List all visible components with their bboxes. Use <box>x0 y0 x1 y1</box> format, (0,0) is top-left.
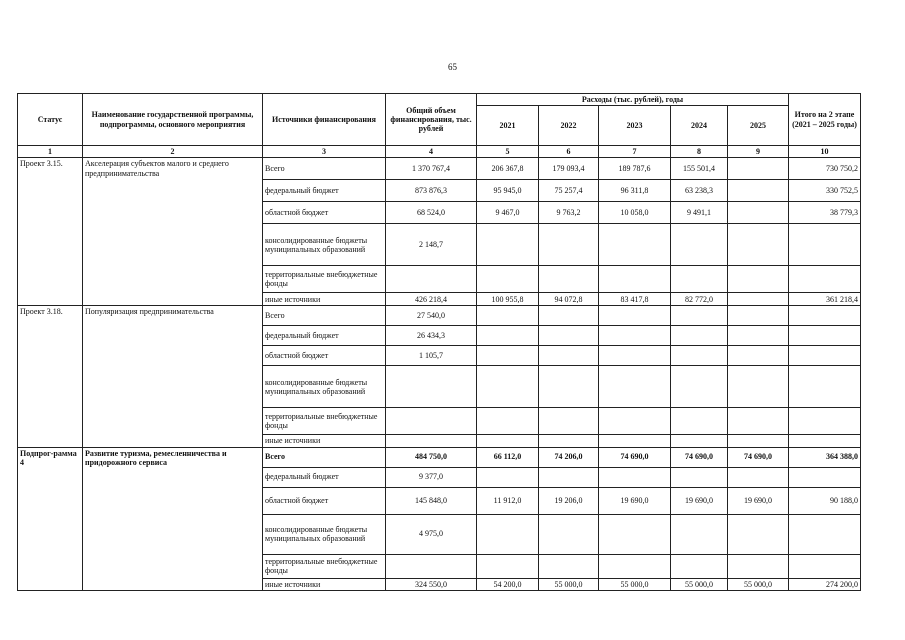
funding-source-cell: иные источники <box>263 435 386 447</box>
year-value-cell: 189 787,6 <box>599 158 671 180</box>
year-value-cell <box>539 554 599 578</box>
year-value-cell <box>728 346 789 366</box>
year-value-cell: 74 690,0 <box>728 447 789 467</box>
program-name-cell: Акселерация субъектов малого и среднего предпринимательства <box>83 158 263 306</box>
year-value-cell: 95 945,0 <box>477 180 539 202</box>
funding-source-cell: территориальные внебюджетные фонды <box>263 266 386 293</box>
year-value-cell <box>539 266 599 293</box>
year-value-cell <box>539 467 599 487</box>
year-value-cell <box>599 366 671 408</box>
funding-source-cell: федеральный бюджет <box>263 326 386 346</box>
year-value-cell <box>599 224 671 266</box>
funding-source-cell: Всего <box>263 306 386 326</box>
year-value-cell <box>728 306 789 326</box>
year-value-cell <box>477 346 539 366</box>
year-value-cell: 19 206,0 <box>539 487 599 514</box>
total-volume-cell: 26 434,3 <box>386 326 477 346</box>
year-value-cell: 75 257,4 <box>539 180 599 202</box>
funding-source-cell: консолидированные бюджеты муниципальных образований <box>263 366 386 408</box>
table-body <box>18 158 861 590</box>
stage-total-cell: 38 779,3 <box>789 202 861 224</box>
year-value-cell: 55 000,0 <box>599 578 671 590</box>
year-value-cell <box>671 467 728 487</box>
header-expenses: Расходы (тыс. рублей), годы <box>477 94 789 106</box>
year-value-cell <box>671 266 728 293</box>
year-value-cell <box>671 514 728 554</box>
stage-total-cell: 274 200,0 <box>789 578 861 590</box>
column-number: 7 <box>599 146 671 158</box>
status-cell: Проект 3.18. <box>18 306 83 447</box>
header-source: Источники финансирования <box>263 94 386 146</box>
year-value-cell <box>599 306 671 326</box>
year-value-cell <box>477 435 539 447</box>
column-number: 5 <box>477 146 539 158</box>
year-value-cell: 19 690,0 <box>671 487 728 514</box>
total-volume-cell <box>386 408 477 435</box>
header-year: 2022 <box>539 106 599 146</box>
status-cell: Подпрог-рамма 4 <box>18 447 83 590</box>
funding-source-cell: иные источники <box>263 578 386 590</box>
total-volume-cell <box>386 266 477 293</box>
year-value-cell <box>728 293 789 306</box>
stage-total-cell <box>789 326 861 346</box>
table-row <box>18 447 861 467</box>
funding-source-cell: Всего <box>263 447 386 467</box>
year-value-cell <box>728 408 789 435</box>
total-volume-cell: 1 370 767,4 <box>386 158 477 180</box>
funding-source-cell: Всего <box>263 158 386 180</box>
funding-source-cell: иные источники <box>263 293 386 306</box>
stage-total-cell: 90 188,0 <box>789 487 861 514</box>
year-value-cell <box>477 467 539 487</box>
year-value-cell <box>539 326 599 346</box>
year-value-cell: 55 000,0 <box>728 578 789 590</box>
year-value-cell <box>599 408 671 435</box>
year-value-cell <box>728 224 789 266</box>
year-value-cell <box>477 408 539 435</box>
year-value-cell <box>477 554 539 578</box>
year-value-cell <box>477 326 539 346</box>
year-value-cell <box>539 224 599 266</box>
year-value-cell: 55 000,0 <box>539 578 599 590</box>
year-value-cell <box>728 180 789 202</box>
year-value-cell <box>477 366 539 408</box>
year-value-cell: 9 467,0 <box>477 202 539 224</box>
header-status: Статус <box>18 94 83 146</box>
year-value-cell <box>728 202 789 224</box>
year-value-cell: 66 112,0 <box>477 447 539 467</box>
column-number: 6 <box>539 146 599 158</box>
stage-total-cell <box>789 467 861 487</box>
year-value-cell <box>477 224 539 266</box>
year-value-cell <box>599 326 671 346</box>
year-value-cell: 155 501,4 <box>671 158 728 180</box>
total-volume-cell: 324 550,0 <box>386 578 477 590</box>
total-volume-cell: 4 975,0 <box>386 514 477 554</box>
year-value-cell: 74 206,0 <box>539 447 599 467</box>
year-value-cell: 82 772,0 <box>671 293 728 306</box>
year-value-cell <box>728 514 789 554</box>
total-volume-cell: 2 148,7 <box>386 224 477 266</box>
total-volume-cell <box>386 554 477 578</box>
funding-source-cell: областной бюджет <box>263 487 386 514</box>
stage-total-cell: 330 752,5 <box>789 180 861 202</box>
header-year: 2025 <box>728 106 789 146</box>
column-number: 3 <box>263 146 386 158</box>
funding-source-cell: территориальные внебюджетные фонды <box>263 554 386 578</box>
status-cell: Проект 3.15. <box>18 158 83 306</box>
year-value-cell: 74 690,0 <box>671 447 728 467</box>
year-value-cell <box>671 408 728 435</box>
stage-total-cell <box>789 435 861 447</box>
header-year: 2021 <box>477 106 539 146</box>
header-stage-total: Итого на 2 этапе (2021 – 2025 годы) <box>789 94 861 146</box>
year-value-cell <box>671 554 728 578</box>
column-number: 9 <box>728 146 789 158</box>
year-value-cell <box>599 554 671 578</box>
stage-total-cell: 364 388,0 <box>789 447 861 467</box>
funding-source-cell: консолидированные бюджеты муниципальных образований <box>263 224 386 266</box>
financing-table <box>17 93 861 591</box>
year-value-cell <box>539 346 599 366</box>
program-name-cell: Популяризация предпринимательства <box>83 306 263 447</box>
year-value-cell <box>539 408 599 435</box>
year-value-cell <box>671 366 728 408</box>
year-value-cell: 11 912,0 <box>477 487 539 514</box>
year-value-cell <box>599 514 671 554</box>
funding-source-cell: областной бюджет <box>263 202 386 224</box>
year-value-cell: 19 690,0 <box>599 487 671 514</box>
column-number: 8 <box>671 146 728 158</box>
total-volume-cell <box>386 435 477 447</box>
funding-source-cell: консолидированные бюджеты муниципальных образований <box>263 514 386 554</box>
year-value-cell: 55 000,0 <box>671 578 728 590</box>
total-volume-cell: 426 218,4 <box>386 293 477 306</box>
stage-total-cell <box>789 408 861 435</box>
total-volume-cell <box>386 366 477 408</box>
column-number: 4 <box>386 146 477 158</box>
year-value-cell: 10 058,0 <box>599 202 671 224</box>
column-number: 2 <box>83 146 263 158</box>
column-number: 1 <box>18 146 83 158</box>
table-row <box>18 306 861 326</box>
year-value-cell <box>599 435 671 447</box>
stage-total-cell <box>789 514 861 554</box>
year-value-cell <box>728 158 789 180</box>
year-value-cell <box>728 435 789 447</box>
total-volume-cell: 145 848,0 <box>386 487 477 514</box>
year-value-cell <box>599 346 671 366</box>
year-value-cell: 9 763,2 <box>539 202 599 224</box>
stage-total-cell <box>789 346 861 366</box>
total-volume-cell: 68 524,0 <box>386 202 477 224</box>
header-year: 2024 <box>671 106 728 146</box>
year-value-cell: 19 690,0 <box>728 487 789 514</box>
year-value-cell <box>728 326 789 346</box>
year-value-cell: 9 491,1 <box>671 202 728 224</box>
stage-total-cell <box>789 224 861 266</box>
year-value-cell <box>728 554 789 578</box>
header-name: Наименование государственной программы, подпрограммы, основного мероприятия <box>83 94 263 146</box>
total-volume-cell: 9 377,0 <box>386 467 477 487</box>
funding-source-cell: областной бюджет <box>263 346 386 366</box>
column-number-row <box>18 146 861 158</box>
year-value-cell <box>477 306 539 326</box>
year-value-cell <box>599 467 671 487</box>
stage-total-cell <box>789 266 861 293</box>
year-value-cell: 100 955,8 <box>477 293 539 306</box>
header-total-volume: Общий объем финансирования, тыс. рублей <box>386 94 477 146</box>
year-value-cell: 94 072,8 <box>539 293 599 306</box>
program-name-cell: Развитие туризма, ремесленничества и придорожного сервиса <box>83 447 263 590</box>
year-value-cell <box>539 306 599 326</box>
total-volume-cell: 27 540,0 <box>386 306 477 326</box>
year-value-cell <box>728 467 789 487</box>
stage-total-cell <box>789 306 861 326</box>
year-value-cell: 206 367,8 <box>477 158 539 180</box>
year-value-cell <box>671 346 728 366</box>
header-year: 2023 <box>599 106 671 146</box>
year-value-cell <box>728 366 789 408</box>
year-value-cell <box>539 366 599 408</box>
total-volume-cell: 873 876,3 <box>386 180 477 202</box>
year-value-cell: 54 200,0 <box>477 578 539 590</box>
year-value-cell: 63 238,3 <box>671 180 728 202</box>
year-value-cell: 96 311,8 <box>599 180 671 202</box>
year-value-cell <box>477 266 539 293</box>
year-value-cell <box>477 514 539 554</box>
column-number: 10 <box>789 146 861 158</box>
year-value-cell <box>599 266 671 293</box>
page-number: 65 <box>448 62 457 72</box>
total-volume-cell: 1 105,7 <box>386 346 477 366</box>
stage-total-cell: 730 750,2 <box>789 158 861 180</box>
funding-source-cell: федеральный бюджет <box>263 180 386 202</box>
year-value-cell <box>539 435 599 447</box>
funding-source-cell: федеральный бюджет <box>263 467 386 487</box>
year-value-cell <box>671 224 728 266</box>
year-value-cell <box>539 514 599 554</box>
year-value-cell: 83 417,8 <box>599 293 671 306</box>
table-row <box>18 158 861 180</box>
stage-total-cell <box>789 366 861 408</box>
stage-total-cell <box>789 554 861 578</box>
year-value-cell <box>671 326 728 346</box>
year-value-cell <box>671 435 728 447</box>
funding-source-cell: территориальные внебюджетные фонды <box>263 408 386 435</box>
year-value-cell: 74 690,0 <box>599 447 671 467</box>
stage-total-cell: 361 218,4 <box>789 293 861 306</box>
year-value-cell <box>671 306 728 326</box>
year-value-cell: 179 093,4 <box>539 158 599 180</box>
year-value-cell <box>728 266 789 293</box>
total-volume-cell: 484 750,0 <box>386 447 477 467</box>
